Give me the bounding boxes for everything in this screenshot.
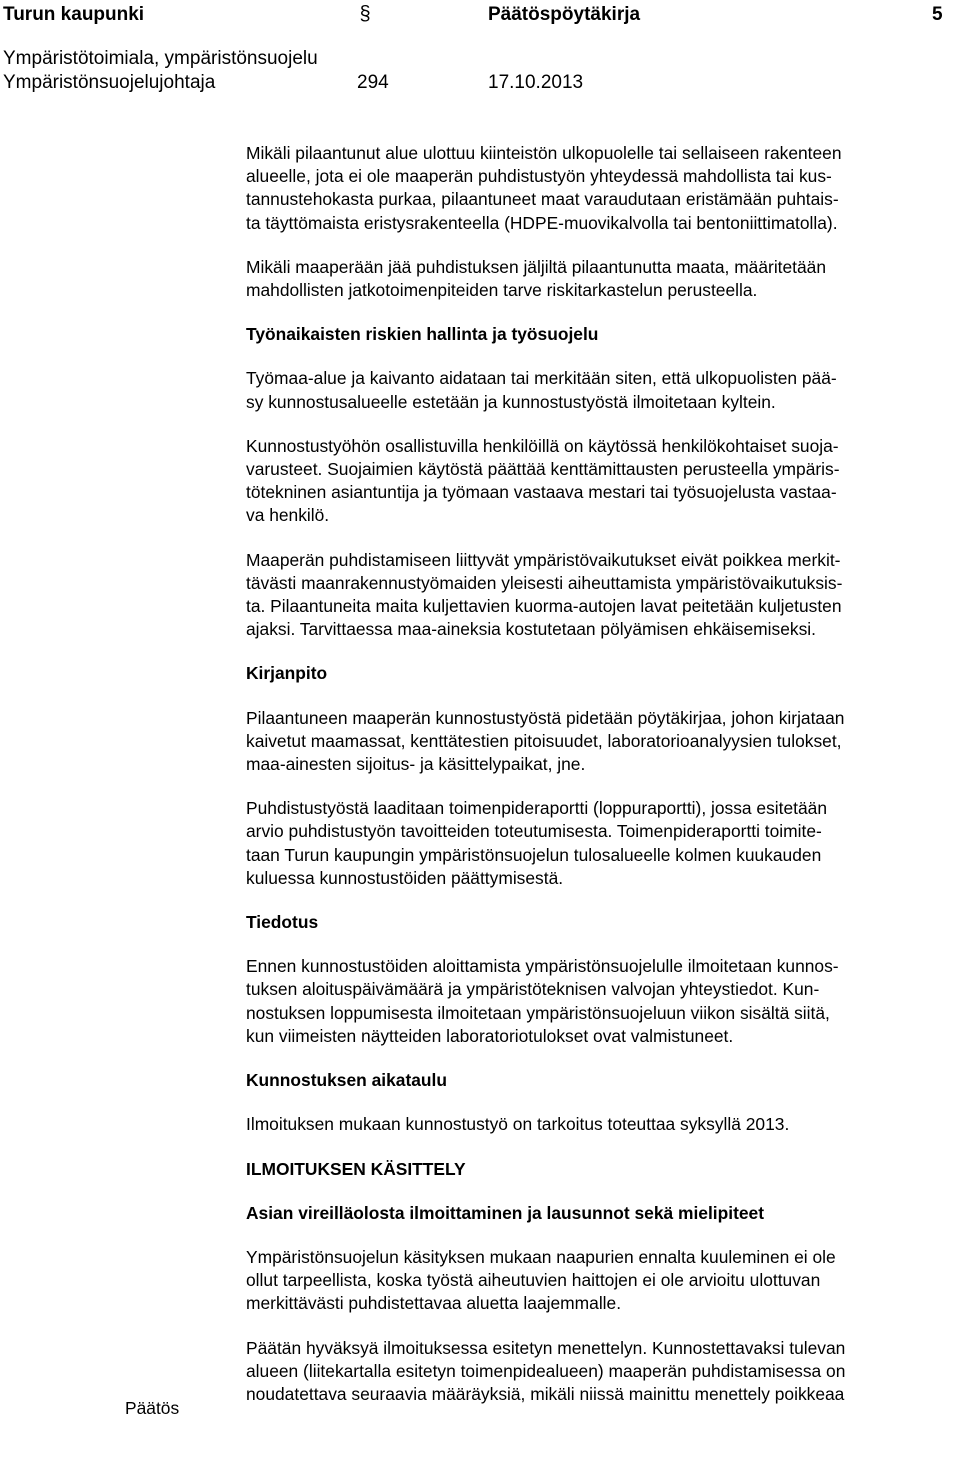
page-number: 5 (932, 4, 943, 25)
section-mark: § (359, 3, 371, 25)
paragraph: Pilaantuneen maaperän kunnostustyöstä pidetään pöytäkirjaa, johon kirjataan kaivetut maamassat, kenttätestien pitoisuudet, laboratorioanalyysien tulokset, maa-ainesten sijoitus- ja käsittelypaikat, jne. (246, 707, 845, 775)
paragraph: Työmaa-alue ja kaivanto aidataan tai merkitään siten, että ulkopuolisten pää- sy kunnostusalueelle estetään ja kunnostustyöstä ilmoitetaan kyltein. (246, 368, 837, 412)
section-heading: Tiedotus (246, 912, 319, 933)
organization-name: Turun kaupunki (3, 4, 145, 25)
section-heading: Työnaikaisten riskien hallinta ja työsuojelu (246, 324, 599, 345)
paragraph: Puhdistustyöstä laaditaan toimenpideraportti (loppuraportti), jossa esitetään arvio puhdistustyön tavoitteiden toteutumisesta. Toimenpideraportti toimite- taan Turun kaupungin ympäristönsuojelun tulosalueelle kolmen kuukauden kuluessa kunnostustöiden päättymisestä. (246, 798, 827, 888)
decision-label: Päätös (125, 1398, 180, 1418)
paragraph: Ennen kunnostustöiden aloittamista ympäristönsuojelulle ilmoitetaan kunnos- tuksen aloituspäivämäärä ja ympäristöteknisen valvojan yhteystiedot. Kun- nostuksen loppumisesta ilmoitetaan ympäristönsuojeluun viikon sisältä siitä, kun viimeisten näytteiden laboratoriotulokset ovat valmistuneet. (246, 956, 839, 1046)
paragraph: Mikäli pilaantunut alue ulottuu kiinteistön ulkopuolelle tai sellaiseen rakenteen alueelle, jota ei ole maaperän puhdistustyön yhteydessä mahdollista tai kus- tannustehokasta purkaa, pilaantuneet maat varaudutaan eristämään puhtais- ta täyttömaista eristysrakenteella (HDPE-muovikalvolla tai bentoniittimatolla). (246, 143, 842, 233)
meeting-date: 17.10.2013 (488, 72, 584, 93)
section-heading: ILMOITUKSEN KÄSITTELY (246, 1158, 466, 1179)
department: Ympäristötoimiala, ympäristönsuojelu (3, 48, 318, 69)
document-type: Päätöspöytäkirja (488, 4, 641, 25)
decision-paragraph: Päätän hyväksyä ilmoituksessa esitetyn menettelyn. Kunnostettavaksi tulevan alueen (liitekartalla esitetyn toimenpidealueen) maaperän puhdistamisessa on noudatettava seuraavia määräyksiä, mikäli niissä mainittu menettely poikkeaa (246, 1337, 846, 1404)
paragraph: Ympäristönsuojelun käsityksen mukaan naapurien ennalta kuuleminen ei ole ollut tarpeellista, koska työstä aiheutuvien haittojen ei ole arvioitu ulottuvan merkittävästi puhdistettavaa aluetta laajemmalle. (246, 1246, 836, 1314)
section-heading: Kirjanpito (246, 663, 328, 684)
section-heading: Kunnostuksen aikataulu (246, 1070, 447, 1091)
official-title: Ympäristönsuojelujohtaja (3, 72, 216, 93)
document-body (246, 142, 960, 1427)
section-heading: Asian vireilläolosta ilmoittaminen ja lausunnot sekä mielipiteet (246, 1202, 764, 1223)
section-number: 294 (357, 72, 389, 93)
paragraph: Ilmoituksen mukaan kunnostustyö on tarkoitus toteuttaa syksyllä 2013. (246, 1114, 790, 1135)
paragraph: Kunnostustyöhön osallistuvilla henkilöillä on käytössä henkilökohtaiset suoja- varusteet. Suojaimien käytöstä päättää kenttämittausten perusteella ympäris- tötekninen asiantuntija ja työmaan vastaava mestari tai työsuojelusta vastaa- va henkilö. (246, 435, 840, 526)
paragraph: Maaperän puhdistamiseen liittyvät ympäristövaikutukset eivät poikkea merkit- tävästi maanrakennustyömaiden yleisesti aiheuttamista ympäristövaikutuksis- ta. Pilaantuneita maita kuljettavien kuorma-autojen lavat peitetään kuljetusten ajaksi. Tarvittaessa maa-aineksia kostutetaan pölyämisen ehkäisemiseksi. (246, 549, 843, 640)
paragraph: Mikäli maaperään jää puhdistuksen jäljiltä pilaantunutta maata, määritetään mahdollisten jatkotoimenpiteiden tarve riskitarkastelun perusteella. (246, 256, 827, 301)
